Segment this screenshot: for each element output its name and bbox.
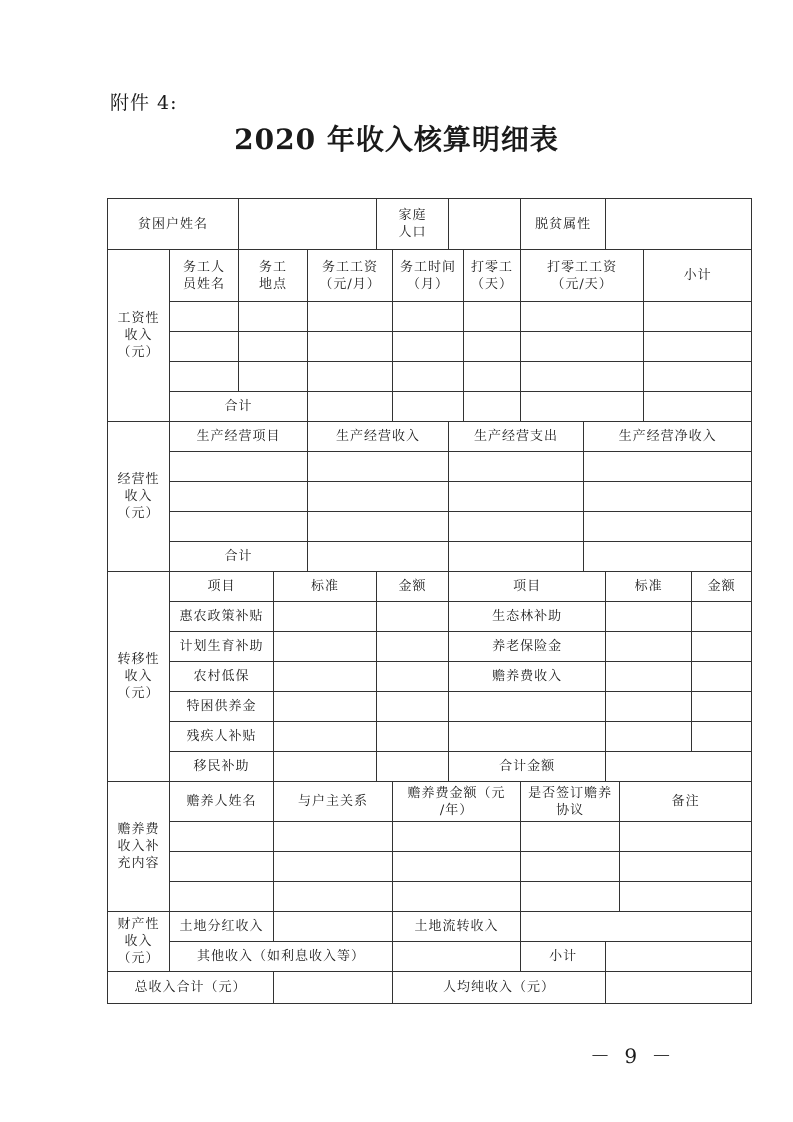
property-row-1 — [108, 912, 752, 942]
property-row-2 — [108, 942, 752, 972]
transfer-item-label: 计划生育补助 — [170, 632, 274, 662]
poor-household-name-value[interactable] — [239, 199, 377, 250]
land-dividend-value[interactable] — [274, 912, 393, 942]
other-income-value[interactable] — [393, 942, 521, 972]
support-section-label: 赡养费 收入补 充内容 — [108, 782, 170, 912]
transfer-amount-header-left: 金额 — [377, 572, 449, 602]
transfer-standard-header-right: 标准 — [606, 572, 692, 602]
transfer-total-label: 合计金额 — [449, 752, 606, 782]
support-data-row — [108, 882, 752, 912]
transfer-item-label: 农村低保 — [170, 662, 274, 692]
support-header-row — [108, 782, 752, 822]
transfer-item-header-left: 项目 — [170, 572, 274, 602]
per-capita-income-label: 人均纯收入（元） — [393, 972, 606, 1004]
transfer-row — [108, 752, 752, 782]
transfer-total-value[interactable] — [606, 752, 752, 782]
wage-total-label: 合计 — [170, 392, 308, 422]
transfer-item-label: 移民补助 — [170, 752, 274, 782]
summary-row — [108, 972, 752, 1004]
business-header-row — [108, 422, 752, 452]
attachment-label: 附件 4: — [110, 92, 178, 114]
land-dividend-label: 土地分红收入 — [170, 912, 274, 942]
business-data-row — [108, 512, 752, 542]
transfer-row — [108, 722, 752, 752]
business-income-header: 生产经营收入 — [308, 422, 449, 452]
relation-header: 与户主关系 — [274, 782, 393, 822]
transfer-item-label: 赡养费收入 — [449, 662, 606, 692]
transfer-row — [108, 692, 752, 722]
wage-income-section-label: 工资性 收入 （元） — [108, 250, 170, 422]
wage-data-row — [108, 332, 752, 362]
support-amount-header: 赡养费金额（元 /年） — [393, 782, 521, 822]
business-project-header: 生产经营项目 — [170, 422, 308, 452]
support-data-row — [108, 822, 752, 852]
transfer-item-label: 生态林补助 — [449, 602, 606, 632]
wage-subtotal-header: 小计 — [644, 250, 752, 302]
poverty-attribute-value[interactable] — [606, 199, 752, 250]
transfer-item-label: 特困供养金 — [170, 692, 274, 722]
transfer-amount-header-right: 金额 — [692, 572, 752, 602]
per-capita-income-value[interactable] — [606, 972, 752, 1004]
property-subtotal-label: 小计 — [521, 942, 606, 972]
property-income-section-label: 财产性 收入 （元） — [108, 912, 170, 972]
basic-info-row — [108, 199, 752, 250]
support-data-row — [108, 852, 752, 882]
supporter-name-header: 赡养人姓名 — [170, 782, 274, 822]
poor-household-name-label: 贫困户姓名 — [108, 199, 239, 250]
transfer-item-label: 惠农政策补贴 — [170, 602, 274, 632]
support-agreement-header: 是否签订赡养 协议 — [521, 782, 620, 822]
odd-job-wage-header: 打零工工资 （元/天） — [521, 250, 644, 302]
transfer-row — [108, 662, 752, 692]
family-size-label: 家庭 人口 — [377, 199, 449, 250]
transfer-item-label: 残疾人补贴 — [170, 722, 274, 752]
transfer-row — [108, 602, 752, 632]
business-expense-header: 生产经营支出 — [449, 422, 584, 452]
wage-header-row — [108, 250, 752, 302]
odd-job-days-header: 打零工 （天） — [464, 250, 521, 302]
business-data-row — [108, 482, 752, 512]
worker-name-header: 务工人 员姓名 — [170, 250, 239, 302]
wage-data-row — [108, 302, 752, 332]
document-title: 2020 年收入核算明细表 — [234, 123, 559, 156]
page-number: － 9 － — [590, 1044, 676, 1068]
business-income-section-label: 经营性 收入 （元） — [108, 422, 170, 572]
income-detail-table — [107, 198, 752, 1004]
land-transfer-value[interactable] — [521, 912, 752, 942]
transfer-item-label: 养老保险金 — [449, 632, 606, 662]
business-data-row — [108, 452, 752, 482]
business-net-income-header: 生产经营净收入 — [584, 422, 752, 452]
family-size-value[interactable] — [449, 199, 521, 250]
land-transfer-label: 土地流转收入 — [393, 912, 521, 942]
transfer-header-row — [108, 572, 752, 602]
total-income-label: 总收入合计（元） — [108, 972, 274, 1004]
transfer-item-header-right: 项目 — [449, 572, 606, 602]
property-subtotal-value[interactable] — [606, 942, 752, 972]
business-total-label: 合计 — [170, 542, 308, 572]
monthly-wage-header: 务工工资 （元/月） — [308, 250, 393, 302]
transfer-row — [108, 632, 752, 662]
transfer-income-section-label: 转移性 收入 （元） — [108, 572, 170, 782]
transfer-standard-header-left: 标准 — [274, 572, 377, 602]
wage-total-row — [108, 392, 752, 422]
other-income-label: 其他收入（如利息收入等） — [170, 942, 393, 972]
poverty-attribute-label: 脱贫属性 — [521, 199, 606, 250]
support-note-header: 备注 — [620, 782, 752, 822]
business-total-row — [108, 542, 752, 572]
wage-data-row — [108, 362, 752, 392]
total-income-value[interactable] — [274, 972, 393, 1004]
work-months-header: 务工时间 （月） — [393, 250, 464, 302]
work-place-header: 务工 地点 — [239, 250, 308, 302]
